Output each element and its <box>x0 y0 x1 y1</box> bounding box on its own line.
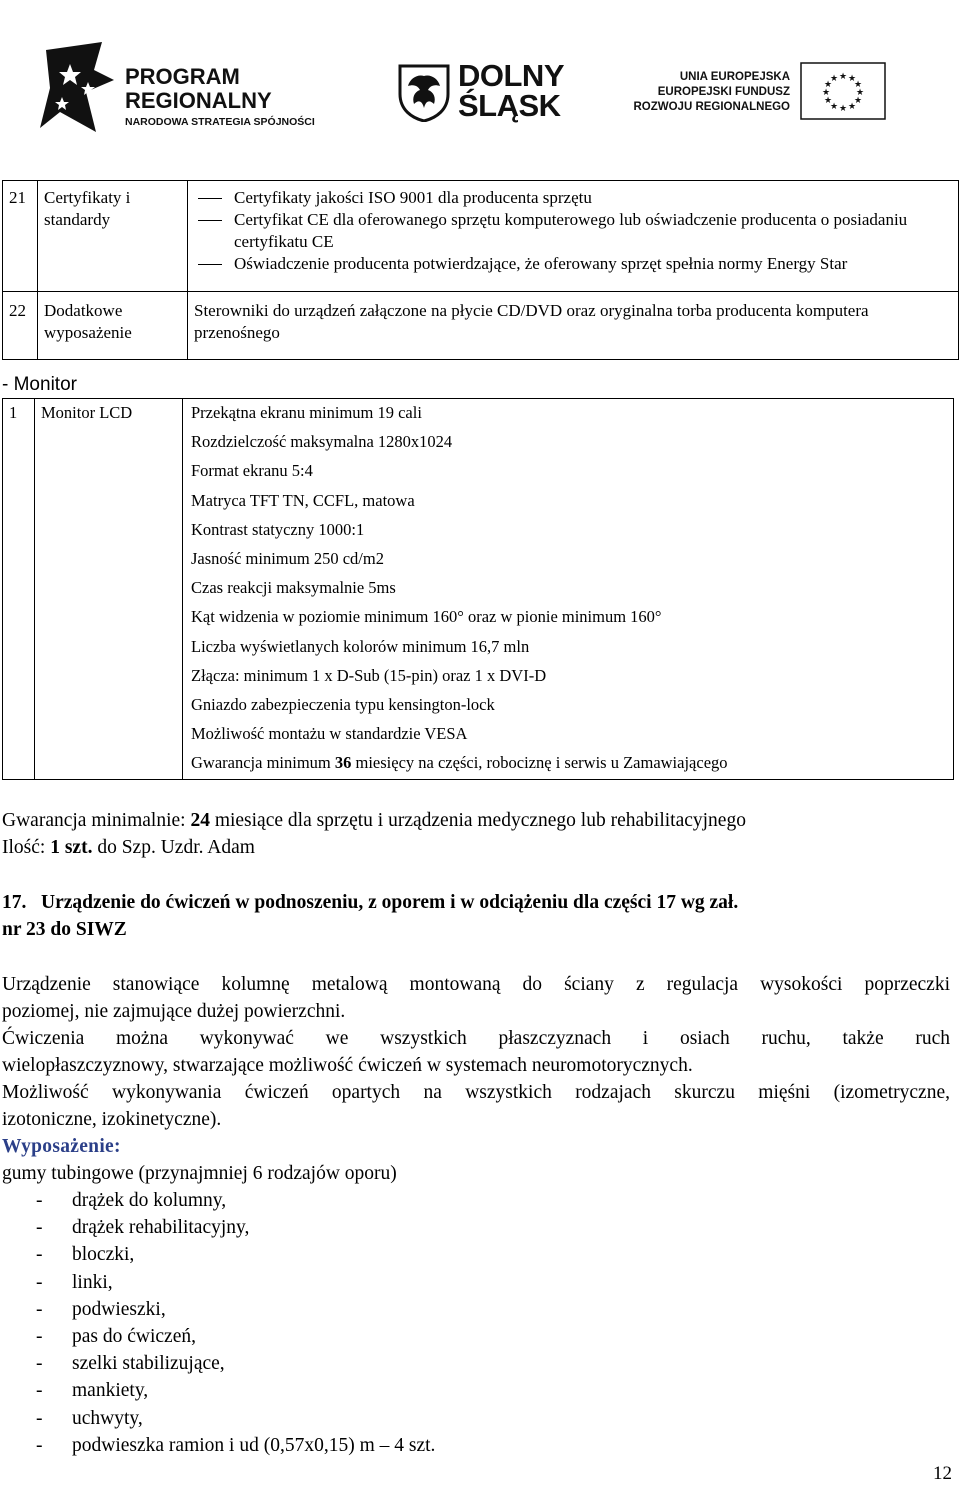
list-item: - mankiety, <box>36 1380 149 1402</box>
list-item: Certyfikaty jakości ISO 9001 dla producenta sprzętu <box>194 187 952 209</box>
svg-text:★: ★ <box>847 102 857 112</box>
list-item: Certyfikat CE dla oferowanego sprzętu komputerowego lub oświadczenie producenta o posiadaniu certyfikatu CE <box>194 209 952 253</box>
list-item: - drążek rehabilitacyjny, <box>36 1217 250 1239</box>
quantity-value: 1 szt. <box>50 837 93 858</box>
spec-item: Rozdzielczość maksymalna 1280x1024 <box>191 432 453 452</box>
svg-text:★: ★ <box>853 96 863 106</box>
dolny-text: DOLNY <box>458 58 564 93</box>
section-number: 17. <box>2 892 27 913</box>
spec-item: Możliwość montażu w standardzie VESA <box>191 724 468 744</box>
page-number: 12 <box>933 1463 952 1484</box>
svg-text:★: ★ <box>838 72 848 82</box>
svg-text:★: ★ <box>853 80 863 90</box>
monitor-number: 1 <box>3 399 35 780</box>
svg-text:★: ★ <box>847 74 857 84</box>
spec-item: Matryca TFT TN, CCFL, matowa <box>191 490 415 510</box>
section-title-line2: nr 23 do SIWZ <box>2 919 127 940</box>
table-row <box>3 292 959 360</box>
paragraph-2-line2: wielopłaszczyznowy, stwarzające możliwość ćwiczeń w systemach neuromotorycznych. <box>2 1055 693 1076</box>
row-number: 21 <box>3 181 38 292</box>
spec-item: Liczba wyświetlanych kolorów minimum 16,7 mln <box>191 636 530 656</box>
list-item: - podwieszka ramion i ud (0,57x0,15) m – 4 szt. <box>36 1434 436 1456</box>
row-number: 22 <box>3 292 38 360</box>
requirements-table <box>2 180 959 360</box>
spec-item: Przekątna ekranu minimum 19 cali <box>191 403 422 422</box>
svg-text:★: ★ <box>823 80 833 90</box>
monitor-heading: - Monitor <box>2 374 77 395</box>
equipment-intro: gumy tubingowe (przynajmniej 6 rodzajów oporu) <box>2 1163 397 1184</box>
warranty-label: Gwarancja minimalnie: <box>2 810 191 831</box>
ue-line3: ROZWOJU REGIONALNEGO <box>633 101 790 113</box>
table-row <box>3 399 954 780</box>
program-line3: NARODOWA STRATEGIA SPÓJNOŚCI <box>125 116 315 128</box>
table-row <box>3 181 959 292</box>
spec-item: Kontrast statyczny 1000:1 <box>191 519 365 539</box>
section-title-line1: Urządzenie do ćwiczeń w podnoszeniu, z oporem i w odciążeniu dla części 17 wg zał. <box>41 892 739 913</box>
spec-item: Gniazdo zabezpieczenia typu kensington-lock <box>191 694 495 714</box>
quantity-label: Ilość: <box>2 837 51 858</box>
svg-text:★: ★ <box>823 96 833 106</box>
slask-text: ŚLĄSK <box>458 88 561 123</box>
list-item: - podwieszki, <box>36 1298 166 1320</box>
program-line1: PROGRAM <box>125 64 240 89</box>
equipment-list <box>2 1188 435 1460</box>
spec-item: Czas reakcji maksymalnie 5ms <box>191 578 396 598</box>
svg-text:★: ★ <box>838 104 848 114</box>
program-regionalny-logo <box>40 42 120 134</box>
row-name: Certyfikaty i standardy <box>38 181 188 292</box>
warranty-post: miesięcy na części, robociznę i serwis u Zamawiającego <box>351 753 728 773</box>
svg-text:★: ★ <box>821 88 831 98</box>
monitor-table <box>2 398 954 780</box>
warranty-pre: Gwarancja minimum <box>191 753 335 773</box>
program-line2: REGIONALNY <box>125 88 272 113</box>
warranty-line <box>2 808 746 834</box>
ue-line1: UNIA EUROPEJSKA <box>679 71 790 83</box>
paragraph-2-line1: Ćwiczenia można wykonywać we wszystkich płaszczyznach i osiach ruchu, także ruch <box>2 1028 950 1049</box>
list-item: - pas do ćwiczeń, <box>36 1325 196 1347</box>
row-name: Dodatkowe wyposażenie <box>38 292 188 360</box>
spec-item: Kąt widzenia w poziomie minimum 160° oraz w pionie minimum 160° <box>191 607 662 627</box>
ue-line2: EUROPEJSKI FUNDUSZ <box>657 86 790 98</box>
paragraph-1-line2: poziomej, nie zajmujące dużej powierzchni. <box>2 1001 346 1022</box>
spec-item: Złącza: minimum 1 x D-Sub (15-pin) oraz 1 x DVI-D <box>191 665 547 685</box>
paragraph-3-line2: izotoniczne, izokinetyczne). <box>2 1109 222 1130</box>
list-item: Oświadczenie producenta potwierdzające, że oferowany sprzęt spełnia normy Energy Star <box>194 253 952 275</box>
svg-text:★: ★ <box>829 74 839 84</box>
svg-text:★: ★ <box>829 102 839 112</box>
paragraph-1-line1: Urządzenie stanowiące kolumnę metalową montowaną do ściany z regulacja wysokości poprzeczki <box>2 974 950 995</box>
warranty-months: 24 <box>190 810 210 831</box>
spec-item: Format ekranu 5:4 <box>191 461 313 481</box>
warranty-text: miesiące dla sprzętu i urządzenia medycznego lub rehabilitacyjnego <box>209 810 746 831</box>
quantity-destination: do Szp. Uzdr. Adam <box>92 837 255 858</box>
list-item: - uchwyty, <box>36 1407 143 1429</box>
row-text: Sterowniki do urządzeń załączone na płycie CD/DVD oraz oryginalna torba producenta komputera przenośnego <box>188 292 959 360</box>
row-items <box>188 181 959 292</box>
eu-flag-icon <box>800 62 886 120</box>
header <box>0 0 960 160</box>
warranty-months: 36 <box>334 753 352 773</box>
monitor-name: Monitor LCD <box>35 399 183 780</box>
equipment-label: Wyposażenie: <box>2 1136 121 1157</box>
list-item: - linki, <box>36 1271 113 1293</box>
svg-text:★: ★ <box>855 88 865 98</box>
section-title <box>2 890 738 916</box>
list-item: - szelki stabilizujące, <box>36 1353 225 1375</box>
eagle-crest-icon <box>398 64 450 122</box>
spec-warranty <box>191 753 947 777</box>
monitor-specs <box>183 399 954 780</box>
spec-item: Jasność minimum 250 cd/m2 <box>191 548 384 568</box>
list-item: - bloczki, <box>36 1244 135 1266</box>
list-item: - drążek do kolumny, <box>36 1190 227 1211</box>
quantity-line <box>2 835 255 861</box>
paragraph-3-line1: Możliwość wykonywania ćwiczeń opartych na wszystkich rodzajach skurczu mięśni (izometryczne, <box>2 1082 950 1103</box>
